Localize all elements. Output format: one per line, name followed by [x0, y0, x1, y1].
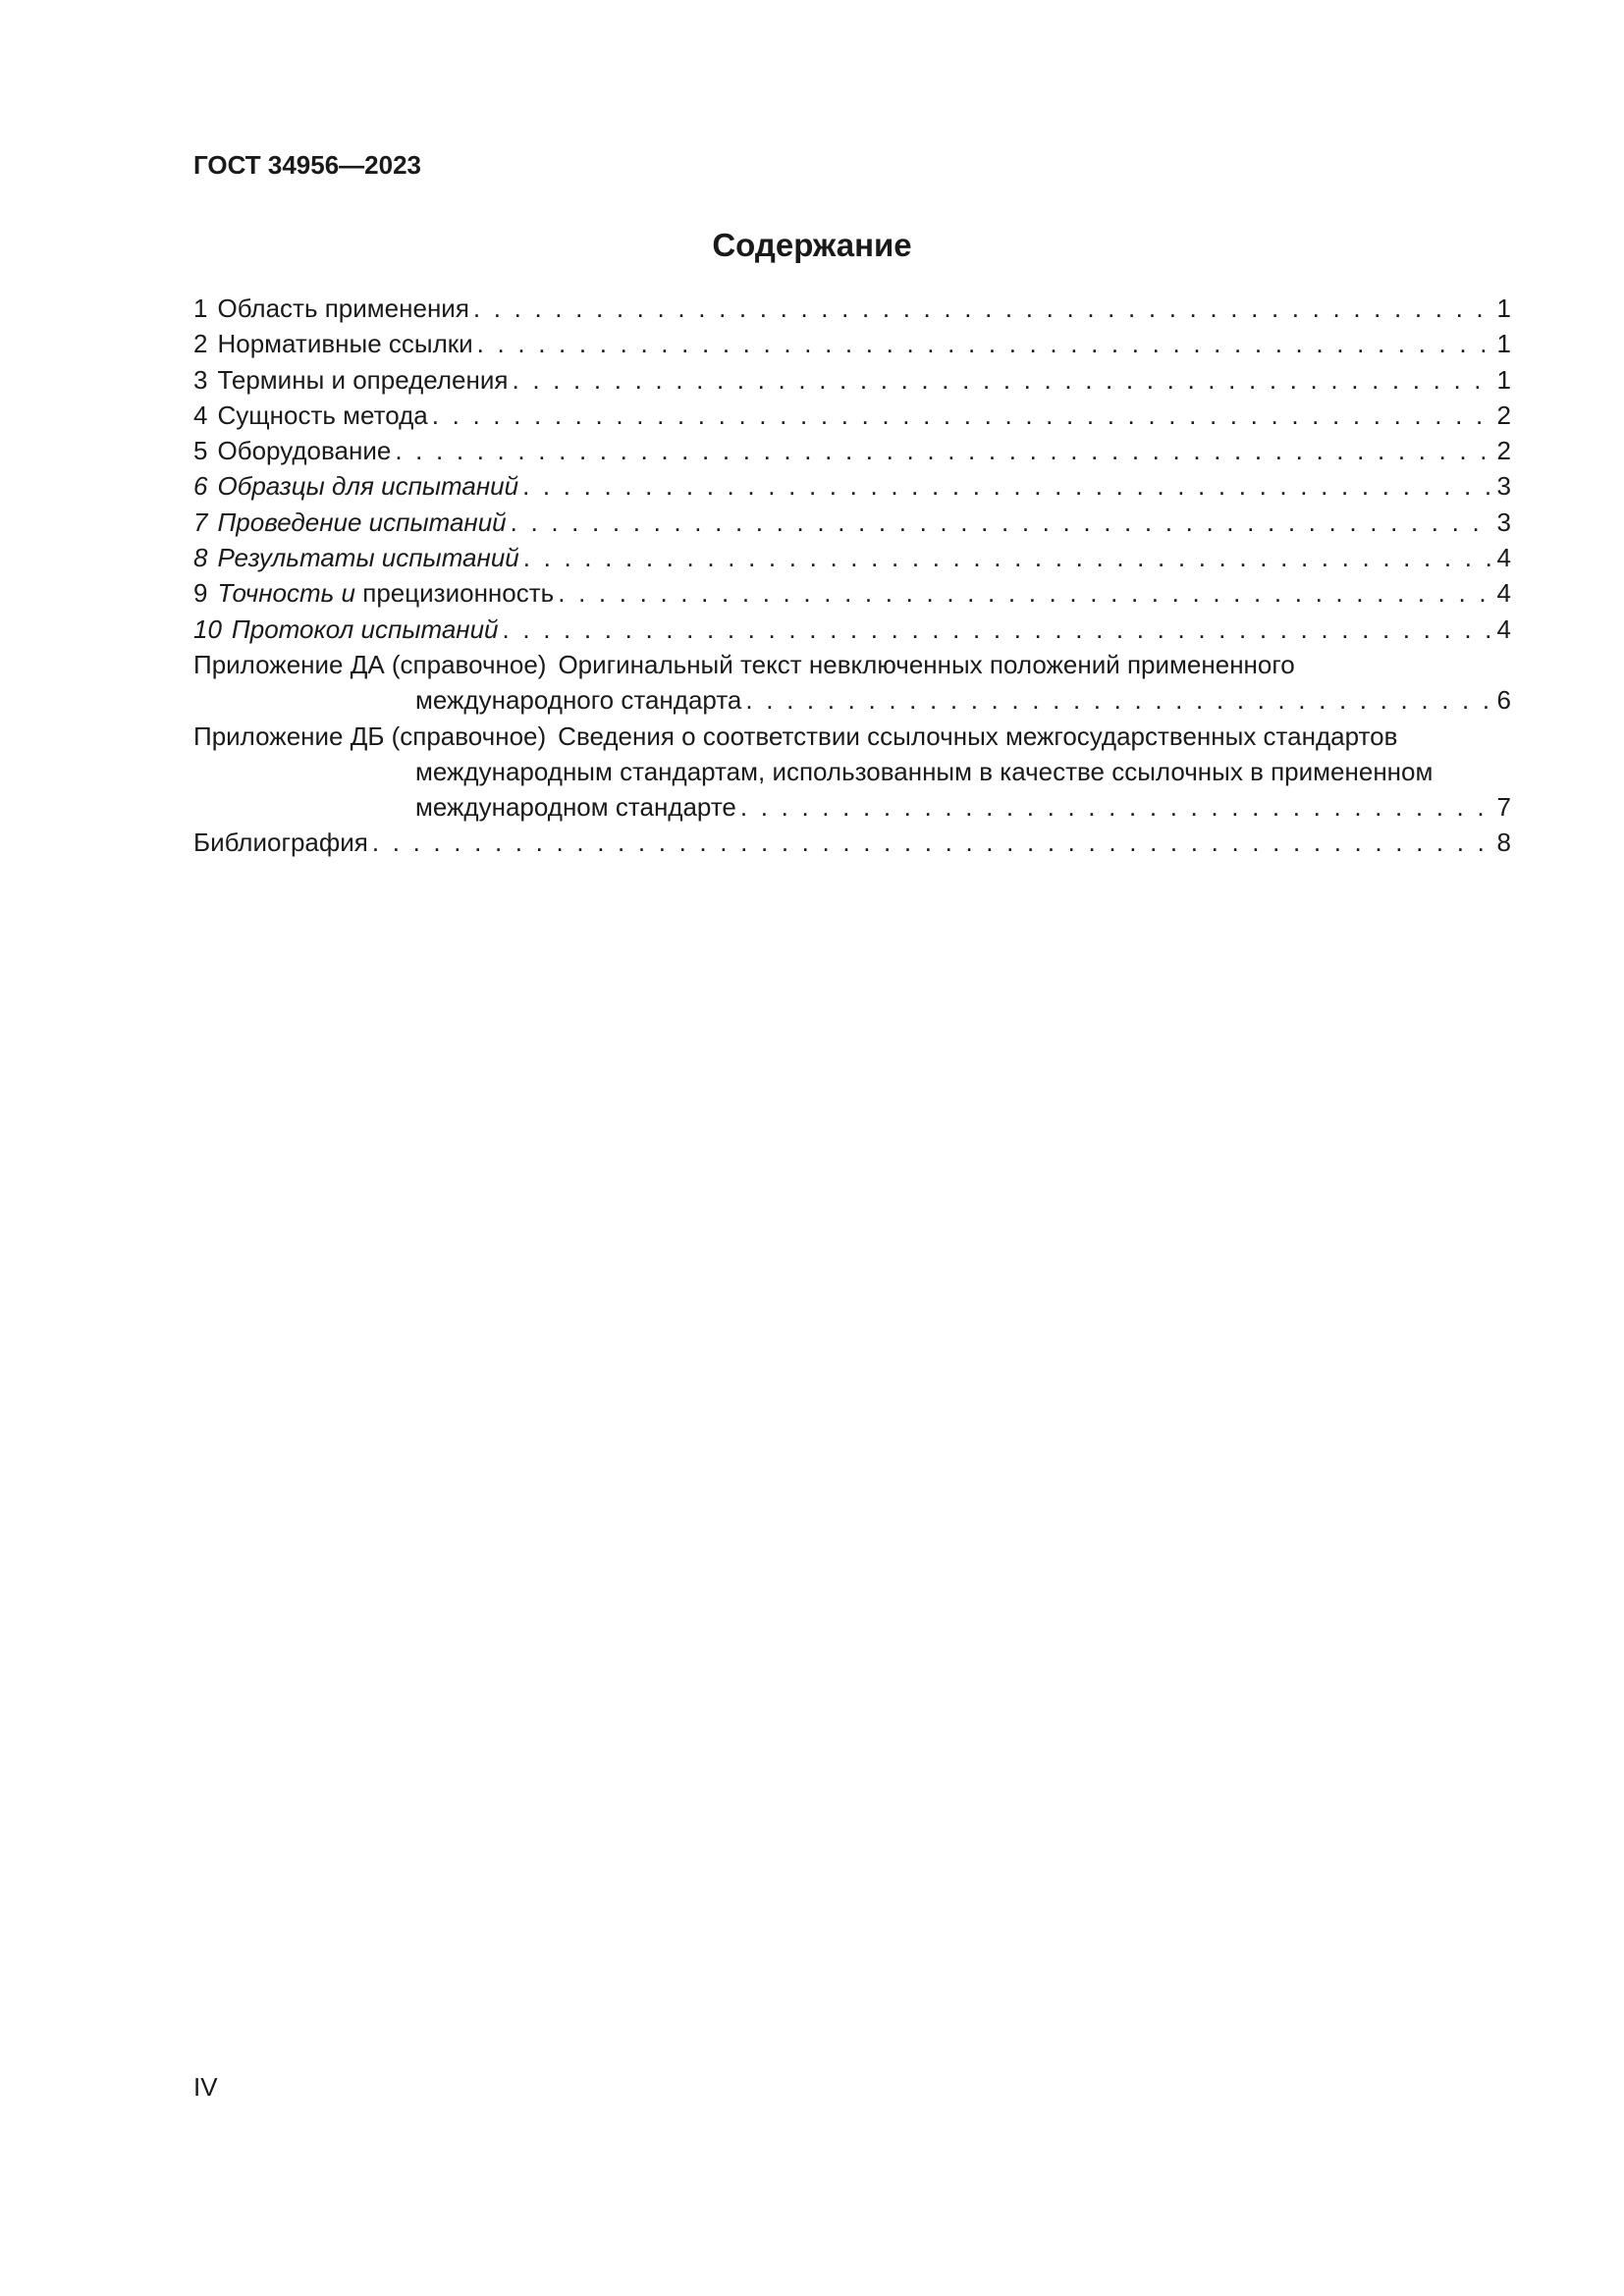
toc-entry-page: 4: [1496, 614, 1511, 644]
toc-title: Содержание: [712, 227, 912, 263]
toc-entry-number: 7: [193, 507, 208, 537]
annex-title-line: международного стандарта: [415, 685, 742, 716]
toc-entry-page: 7: [1496, 792, 1511, 823]
toc-entry-5[interactable]: [193, 433, 1511, 468]
toc-entry-page: 8: [1496, 828, 1511, 858]
toc-entry-9[interactable]: [193, 575, 1511, 611]
toc-entry-page: 2: [1496, 436, 1511, 466]
annex-label: Приложение ДБ (справочное): [193, 721, 547, 751]
toc-entry-title: Оборудование: [217, 436, 392, 466]
toc-annex-db[interactable]: [193, 719, 1511, 754]
dot-leader: [522, 468, 1492, 504]
page-number: IV: [193, 2072, 218, 2102]
toc-entry-title: Нормативные ссылки: [217, 329, 473, 359]
toc-annex-db-continuation: [193, 754, 1511, 789]
dot-leader: [473, 291, 1493, 326]
toc-entry-page: 3: [1496, 507, 1511, 537]
toc-entry-title: Результаты испытаний: [217, 543, 519, 573]
dot-leader: [558, 575, 1492, 611]
toc-entry-page: 6: [1496, 685, 1511, 716]
toc-entry-number: 2: [193, 329, 208, 359]
toc-entry-page: 1: [1496, 329, 1511, 359]
dot-leader: [745, 682, 1492, 718]
toc-entry-number: 10: [193, 614, 222, 644]
annex-title-line: международным стандартам, использованным в качестве ссылочных в примененном: [415, 756, 1434, 786]
toc-annex-da[interactable]: [193, 647, 1511, 682]
toc-entry-page: 3: [1496, 471, 1511, 502]
toc-entry-title: Область применения: [217, 294, 469, 323]
toc-entry-page: 1: [1496, 364, 1511, 395]
toc-entry-number: 1: [193, 294, 208, 323]
toc-entry-number: 6: [193, 471, 208, 502]
dot-leader: [523, 540, 1493, 575]
toc-entry-1[interactable]: [193, 291, 1511, 326]
toc-entry-title: Библиография: [193, 828, 368, 858]
toc-entry-7[interactable]: [193, 505, 1511, 540]
toc-entry-number: 5: [193, 436, 208, 466]
dot-leader: [511, 505, 1493, 540]
toc-entry-3[interactable]: [193, 362, 1511, 398]
toc-entry-2[interactable]: [193, 326, 1511, 361]
dot-leader: [740, 789, 1493, 825]
toc-entry-title: Образцы для испытаний: [217, 471, 519, 502]
toc-entry-number: 3: [193, 364, 208, 395]
toc-entry-number: 8: [193, 543, 208, 573]
toc-entry-number: 9: [193, 578, 208, 609]
toc-annex-db-continuation-last[interactable]: [193, 789, 1511, 825]
dot-leader: [512, 362, 1492, 398]
toc-entry-page: 4: [1496, 543, 1511, 573]
toc-entry-page: 4: [1496, 578, 1511, 609]
toc-entry-title: Протокол испытаний: [231, 614, 499, 644]
toc-entry-title: Термины и определения: [217, 364, 509, 395]
toc-entry-title-rest: прецизионность: [355, 578, 555, 609]
dot-leader: [395, 433, 1492, 468]
toc-entry-6[interactable]: [193, 468, 1511, 504]
toc-entry-4[interactable]: [193, 398, 1511, 433]
document-code: ГОСТ 34956—2023: [193, 150, 421, 180]
toc-bibliography[interactable]: [193, 825, 1511, 860]
dot-leader: [503, 612, 1493, 647]
toc-entry-number: 4: [193, 400, 208, 430]
toc-entry-title: Сущность метода: [217, 400, 428, 430]
dot-leader: [372, 825, 1493, 860]
toc-annex-da-continuation[interactable]: [193, 682, 1511, 718]
toc-entry-8[interactable]: [193, 540, 1511, 575]
toc-entry-title-italic: Точность и: [217, 578, 356, 609]
annex-label: Приложение ДА (справочное): [193, 649, 547, 679]
toc-entry-page: 2: [1496, 400, 1511, 430]
toc-entry-page: 1: [1496, 294, 1511, 323]
annex-title-line: международном стандарте: [415, 792, 736, 823]
toc-entry-10[interactable]: [193, 612, 1511, 647]
dot-leader: [477, 326, 1493, 361]
toc-entry-title: Проведение испытаний: [217, 507, 507, 537]
annex-title-line: Сведения о соответствии ссылочных межгосударственных стандартов: [558, 721, 1398, 751]
table-of-contents: [193, 291, 1511, 861]
annex-title-line: Оригинальный текст невключенных положений примененного: [558, 649, 1295, 679]
dot-leader: [432, 398, 1493, 433]
